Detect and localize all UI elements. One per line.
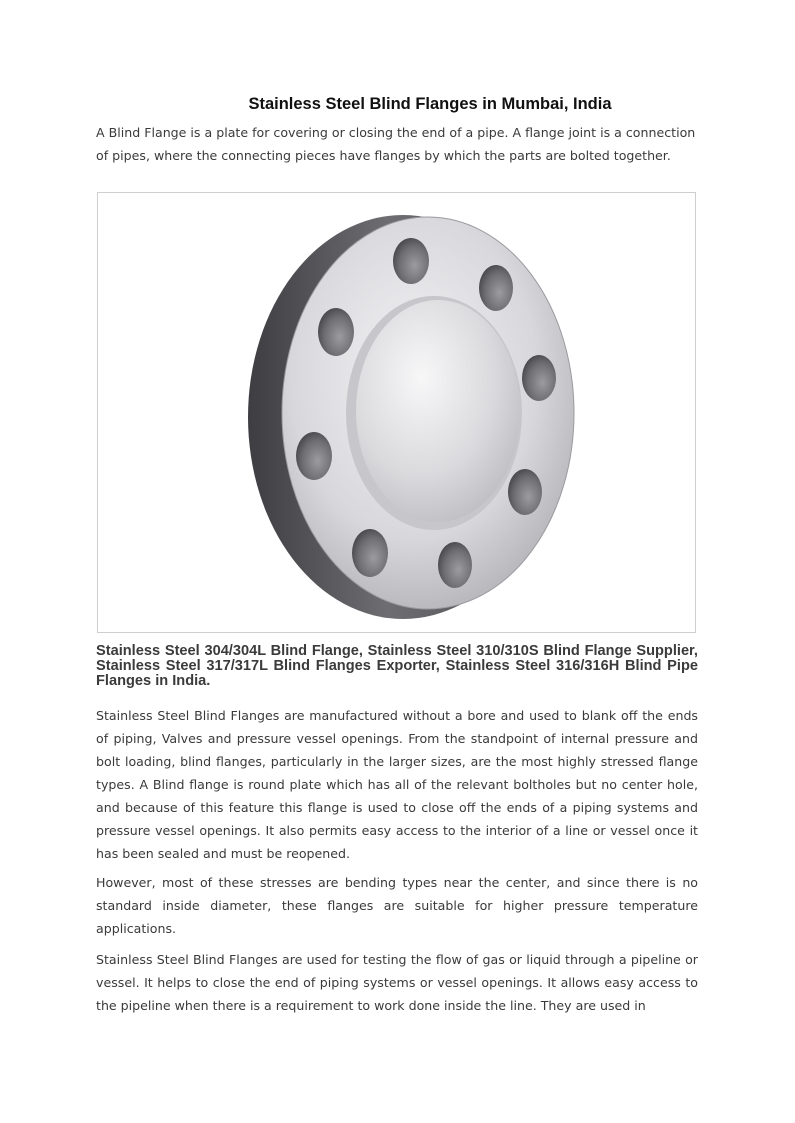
bolt-hole xyxy=(318,308,354,356)
page-title: Stainless Steel Blind Flanges in Mumbai, India xyxy=(248,95,612,113)
body-paragraph-2: However, most of these stresses are bending types near the center, and since there is no standard inside diameter, these flanges are suitable for higher pressure temperature applications. xyxy=(96,875,698,936)
bolt-hole xyxy=(296,432,332,480)
product-image-frame xyxy=(97,192,696,633)
intro-paragraph: A Blind Flange is a plate for covering or closing the end of a pipe. A flange joint is a connection of pipes, where the connecting pieces have flanges by which the parts are bolted together. xyxy=(96,125,696,163)
bolt-hole xyxy=(393,238,429,284)
bolt-hole xyxy=(479,265,513,311)
blind-flange-image xyxy=(98,193,695,632)
body-paragraph-1: Stainless Steel Blind Flanges are manufactured without a bore and used to blank off the ends of piping, Valves and pressure vessel openings. From the standpoint of internal pressure and bolt loading, blind flanges, particularly in the larger sizes, are the most highly stressed flange types. A Blind flange is round plate which has all of the relevant boltholes but no center hole, and because of this feature this flange is used to close off the ends of a piping systems and pressure vessel openings. It also permits easy access to the interior of a line or vessel once it has been sealed and must be reopened. xyxy=(96,708,698,861)
raised-face xyxy=(356,300,520,522)
bolt-hole xyxy=(508,469,542,515)
body-paragraph-3: Stainless Steel Blind Flanges are used for testing the flow of gas or liquid through a pipeline or vessel. It helps to close the end of piping systems or vessel openings. It allows easy access to the pipeline when there is a requirement to work done inside the line. They are used in xyxy=(96,952,698,1013)
bolt-hole xyxy=(438,542,472,588)
product-subheading: Stainless Steel 304/304L Blind Flange, Stainless Steel 310/310S Blind Flange Supplier, Stainless Steel 317/317L Blind Flanges Exporter, Stainless Steel 316/316H Blind Pipe Flanges in India. xyxy=(96,643,698,689)
bolt-hole xyxy=(522,355,556,401)
bolt-hole xyxy=(352,529,388,577)
